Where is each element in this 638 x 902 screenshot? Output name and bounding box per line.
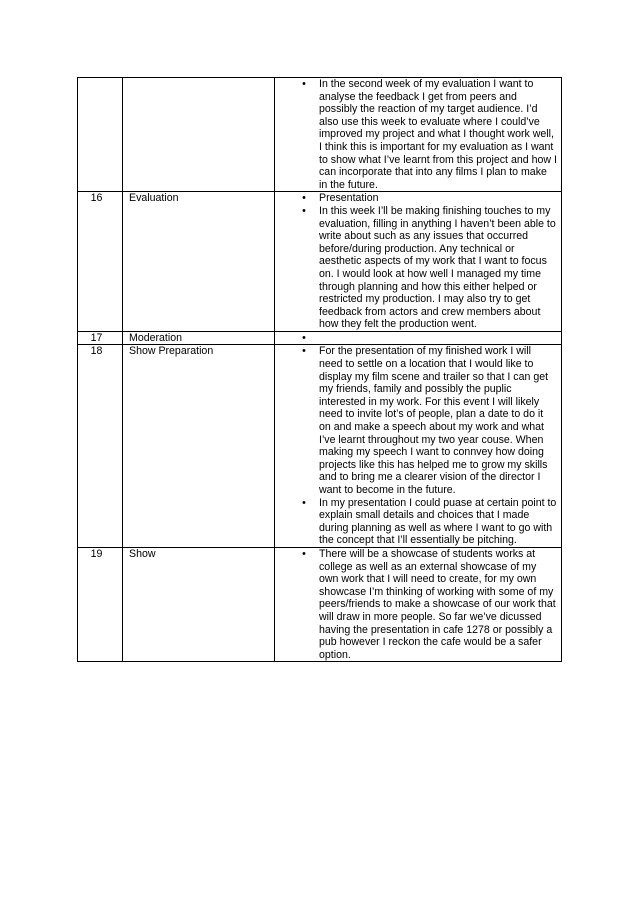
bullet-list [275, 548, 561, 661]
list-item [275, 497, 561, 547]
activity-label: Show Preparation [129, 345, 214, 358]
list-item [275, 548, 561, 661]
list-item [275, 205, 561, 331]
bullet-list [275, 345, 561, 547]
details-cell [275, 192, 562, 332]
list-item [275, 332, 561, 345]
activity-cell [123, 192, 275, 332]
week-cell [78, 192, 123, 332]
bullet-text: In this week I’ll be making finishing touches to my evaluation, filling in anything I haven’t been able to write about such as any issues that occurred before/during production. Any technical or aesthetic aspects of my work that I want to focus on. I would look at how well I managed my time through planning and how this either helped or restricted my production. I may also try to get feedback from actors and crew members about how they felt the production went. [319, 204, 556, 331]
schedule-table-body [78, 78, 562, 662]
table-row [78, 78, 562, 192]
table-row [78, 547, 562, 661]
bullet-text: In my presentation I could puase at certain point to explain small details and choices that I made during planning as well as where I want to go with the concept that I’ll essentially be pitching. [319, 496, 557, 547]
bullet-text: For the presentation of my finished work I will need to settle on a location that I would like to display my film scene and trailer so that I can get my friends, family and possibly the puplic interested in my work. For this event I will likely need to invite lot’s of people, plan a date to do it on and make a speech about my work and what I’ve learnt throughout my two year couse. When making my speech I want to connvey how doing projects like this has helped me to grow my skills and to bring me a clearer vision of the director I want to become in the future. [319, 345, 549, 496]
bullet-icon: • [302, 331, 306, 344]
table-row [78, 331, 562, 345]
week-cell [78, 547, 123, 661]
bullet-icon: • [302, 78, 306, 90]
activity-label: Show [129, 547, 156, 560]
week-number: 16 [90, 192, 103, 205]
bullet-list [275, 192, 561, 331]
bullet-icon: • [302, 192, 306, 205]
week-cell [78, 78, 123, 192]
bullet-text: Presentation [319, 192, 379, 205]
week-cell [78, 345, 123, 548]
week-cell [78, 331, 123, 345]
bullet-icon: • [302, 204, 306, 217]
week-number: 17 [90, 331, 103, 344]
details-cell [275, 547, 562, 661]
activity-cell [123, 331, 275, 345]
week-number: 18 [90, 345, 103, 358]
table-row [78, 192, 562, 332]
activity-label: Evaluation [129, 192, 179, 205]
bullet-icon: • [302, 547, 306, 560]
details-cell [275, 78, 562, 192]
list-item [275, 78, 561, 191]
details-cell [275, 345, 562, 548]
bullet-list [275, 332, 561, 345]
week-number: 19 [90, 547, 103, 560]
activity-cell [123, 78, 275, 192]
list-item [275, 345, 561, 496]
production-schedule-table [77, 77, 562, 662]
table-row [78, 345, 562, 548]
bullet-icon: • [302, 496, 306, 509]
bullet-icon: • [302, 345, 306, 358]
activity-cell [123, 547, 275, 661]
details-cell [275, 331, 562, 345]
list-item [275, 192, 561, 205]
bullet-list [275, 78, 561, 191]
bullet-text: In the second week of my evaluation I want to analyse the feedback I get from peers and possibly the reaction of my target audience. I’d also use this week to evaluate where I could’ve improved my project and what I thought work well, I think this is important for my evaluation as I want to show what I’ve learnt from this project and how I can incorporate that into any films I plan to make in the future. [319, 78, 557, 191]
bullet-text: There will be a showcase of students works at college as well as an external showcase of my own work that I will need to create, for my own showcase I’m thinking of working with some of my peers/friends to make a showcase of our work that will draw in more people. So far we’ve dicussed having the presentation in cafe 1278 or possibly a pub however I reckon the cafe would be a safer option. [319, 547, 556, 661]
activity-cell [123, 345, 275, 548]
activity-label: Moderation [129, 331, 182, 344]
